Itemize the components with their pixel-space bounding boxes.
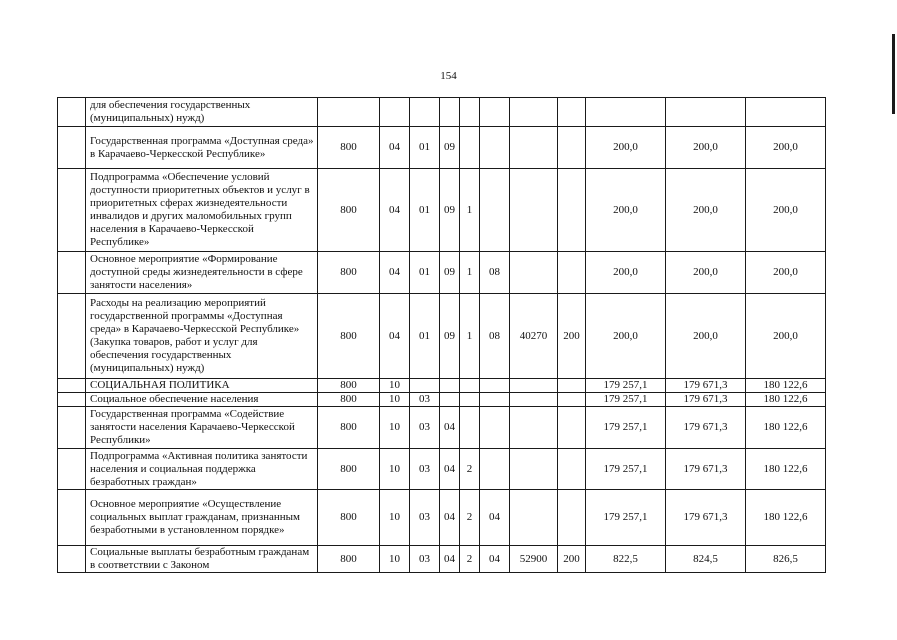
- code-section: 10: [380, 449, 410, 490]
- code-ministry: 800: [318, 490, 380, 546]
- amount-year-3: 180 122,6: [746, 393, 826, 407]
- row-indent-cell: [58, 169, 86, 252]
- row-indent-cell: [58, 127, 86, 169]
- amount-year-1: [586, 98, 666, 127]
- amount-year-2: 200,0: [666, 294, 746, 379]
- row-indent-cell: [58, 407, 86, 449]
- code-section: [380, 98, 410, 127]
- code-program: 04: [440, 449, 460, 490]
- code-ministry: 800: [318, 252, 380, 294]
- code-activity: 08: [480, 252, 510, 294]
- code-direction: [510, 490, 558, 546]
- code-ministry: 800: [318, 294, 380, 379]
- table-row: [58, 127, 826, 169]
- code-subprogram: [460, 127, 480, 169]
- amount-year-1: 179 257,1: [586, 407, 666, 449]
- table-row: [58, 98, 826, 127]
- row-name: Социальные выплаты безработным гражданам в соответствии с Законом: [86, 546, 318, 573]
- amount-year-2: 200,0: [666, 127, 746, 169]
- code-expense-type: [558, 127, 586, 169]
- code-direction: [510, 449, 558, 490]
- row-name: Государственная программа «Доступная среда» в Карачаево-Черкесской Республике»: [86, 127, 318, 169]
- code-ministry: [318, 98, 380, 127]
- amount-year-2: 200,0: [666, 169, 746, 252]
- code-subprogram: 2: [460, 449, 480, 490]
- amount-year-3: 180 122,6: [746, 490, 826, 546]
- code-direction: [510, 379, 558, 393]
- scan-edge-mark: [892, 34, 895, 114]
- code-program: 09: [440, 252, 460, 294]
- amount-year-2: 179 671,3: [666, 379, 746, 393]
- table-row: [58, 294, 826, 379]
- code-section: 10: [380, 393, 410, 407]
- code-subprogram: 1: [460, 252, 480, 294]
- code-expense-type: [558, 252, 586, 294]
- code-activity: [480, 407, 510, 449]
- row-name: Социальное обеспечение населения: [86, 393, 318, 407]
- code-direction: [510, 252, 558, 294]
- row-indent-cell: [58, 294, 86, 379]
- code-expense-type: [558, 379, 586, 393]
- code-ministry: 800: [318, 449, 380, 490]
- code-expense-type: 200: [558, 294, 586, 379]
- amount-year-3: 200,0: [746, 294, 826, 379]
- amount-year-2: 179 671,3: [666, 490, 746, 546]
- code-activity: [480, 379, 510, 393]
- code-subsection: 03: [410, 546, 440, 573]
- row-indent-cell: [58, 252, 86, 294]
- row-indent-cell: [58, 379, 86, 393]
- row-name: Основное мероприятие «Осуществление социальных выплат гражданам, признанным безработными в установленном порядке»: [86, 490, 318, 546]
- row-indent-cell: [58, 490, 86, 546]
- row-name: Расходы на реализацию мероприятий государственной программы «Доступная среда» в Карачаево-Черкесской Республике» (Закупка товаров, работ и услуг для обеспечения государственных (муниципальных) нужд): [86, 294, 318, 379]
- code-subprogram: 1: [460, 169, 480, 252]
- code-activity: [480, 393, 510, 407]
- amount-year-3: 180 122,6: [746, 407, 826, 449]
- amount-year-1: 179 257,1: [586, 449, 666, 490]
- code-program: 09: [440, 294, 460, 379]
- amount-year-3: 180 122,6: [746, 379, 826, 393]
- budget-table-body: [58, 98, 826, 573]
- code-activity: [480, 169, 510, 252]
- code-subsection: 03: [410, 449, 440, 490]
- code-subprogram: 2: [460, 490, 480, 546]
- code-expense-type: [558, 393, 586, 407]
- code-subprogram: [460, 379, 480, 393]
- code-subsection: 03: [410, 393, 440, 407]
- budget-table: [57, 97, 826, 573]
- code-program: 04: [440, 407, 460, 449]
- code-activity: 08: [480, 294, 510, 379]
- code-activity: 04: [480, 490, 510, 546]
- row-name: СОЦИАЛЬНАЯ ПОЛИТИКА: [86, 379, 318, 393]
- code-direction: [510, 98, 558, 127]
- amount-year-1: 200,0: [586, 127, 666, 169]
- code-activity: [480, 98, 510, 127]
- code-program: 04: [440, 490, 460, 546]
- code-direction: [510, 169, 558, 252]
- code-ministry: 800: [318, 546, 380, 573]
- code-ministry: 800: [318, 379, 380, 393]
- amount-year-2: 179 671,3: [666, 449, 746, 490]
- code-subsection: 01: [410, 169, 440, 252]
- code-direction: 52900: [510, 546, 558, 573]
- table-row: [58, 169, 826, 252]
- code-direction: 40270: [510, 294, 558, 379]
- amount-year-2: 179 671,3: [666, 393, 746, 407]
- code-expense-type: [558, 407, 586, 449]
- row-indent-cell: [58, 449, 86, 490]
- amount-year-1: 179 257,1: [586, 393, 666, 407]
- code-expense-type: [558, 169, 586, 252]
- code-subsection: 01: [410, 252, 440, 294]
- code-direction: [510, 127, 558, 169]
- row-indent-cell: [58, 546, 86, 573]
- amount-year-3: 180 122,6: [746, 449, 826, 490]
- code-subprogram: 2: [460, 546, 480, 573]
- code-ministry: 800: [318, 169, 380, 252]
- code-section: 10: [380, 546, 410, 573]
- code-program: [440, 379, 460, 393]
- code-subsection: 03: [410, 490, 440, 546]
- amount-year-3: 200,0: [746, 169, 826, 252]
- row-name: Государственная программа «Содействие занятости населения Карачаево-Черкесской Республики»: [86, 407, 318, 449]
- amount-year-1: 179 257,1: [586, 379, 666, 393]
- code-program: [440, 393, 460, 407]
- code-subprogram: 1: [460, 294, 480, 379]
- row-name: Подпрограмма «Обеспечение условий доступности приоритетных объектов и услуг в приоритетных сферах жизнедеятельности инвалидов и других маломобильных групп населения в Карачаево-Черкесской Республике»: [86, 169, 318, 252]
- code-section: 04: [380, 252, 410, 294]
- table-row: [58, 393, 826, 407]
- amount-year-3: 200,0: [746, 252, 826, 294]
- code-program: 04: [440, 546, 460, 573]
- code-subsection: 03: [410, 407, 440, 449]
- code-ministry: 800: [318, 393, 380, 407]
- row-name: Подпрограмма «Активная политика занятости населения и социальная поддержка безработных граждан»: [86, 449, 318, 490]
- code-direction: [510, 407, 558, 449]
- code-subsection: 01: [410, 127, 440, 169]
- code-section: 10: [380, 379, 410, 393]
- amount-year-1: 822,5: [586, 546, 666, 573]
- code-program: 09: [440, 169, 460, 252]
- row-indent-cell: [58, 393, 86, 407]
- code-program: [440, 98, 460, 127]
- code-section: 10: [380, 490, 410, 546]
- row-name: Основное мероприятие «Формирование доступной среды жизнедеятельности в сфере занятости населения»: [86, 252, 318, 294]
- amount-year-2: 179 671,3: [666, 407, 746, 449]
- code-expense-type: [558, 449, 586, 490]
- page-number: 154: [440, 70, 457, 82]
- code-subsection: 01: [410, 294, 440, 379]
- code-section: 10: [380, 407, 410, 449]
- amount-year-2: 200,0: [666, 252, 746, 294]
- code-activity: [480, 127, 510, 169]
- table-row: [58, 379, 826, 393]
- table-row: [58, 407, 826, 449]
- code-activity: [480, 449, 510, 490]
- code-direction: [510, 393, 558, 407]
- amount-year-2: 824,5: [666, 546, 746, 573]
- code-section: 04: [380, 127, 410, 169]
- row-indent-cell: [58, 98, 86, 127]
- code-subsection: [410, 98, 440, 127]
- code-program: 09: [440, 127, 460, 169]
- code-expense-type: [558, 490, 586, 546]
- code-subprogram: [460, 407, 480, 449]
- row-name: для обеспечения государственных (муниципальных) нужд): [86, 98, 318, 127]
- table-row: [58, 449, 826, 490]
- code-ministry: 800: [318, 407, 380, 449]
- amount-year-3: 826,5: [746, 546, 826, 573]
- table-row: [58, 490, 826, 546]
- amount-year-2: [666, 98, 746, 127]
- code-section: 04: [380, 294, 410, 379]
- amount-year-3: 200,0: [746, 127, 826, 169]
- amount-year-1: 200,0: [586, 252, 666, 294]
- code-subprogram: [460, 98, 480, 127]
- code-expense-type: [558, 98, 586, 127]
- code-section: 04: [380, 169, 410, 252]
- code-ministry: 800: [318, 127, 380, 169]
- amount-year-3: [746, 98, 826, 127]
- code-subprogram: [460, 393, 480, 407]
- amount-year-1: 200,0: [586, 169, 666, 252]
- amount-year-1: 200,0: [586, 294, 666, 379]
- code-expense-type: 200: [558, 546, 586, 573]
- code-subsection: [410, 379, 440, 393]
- code-activity: 04: [480, 546, 510, 573]
- table-row: [58, 546, 826, 573]
- amount-year-1: 179 257,1: [586, 490, 666, 546]
- table-row: [58, 252, 826, 294]
